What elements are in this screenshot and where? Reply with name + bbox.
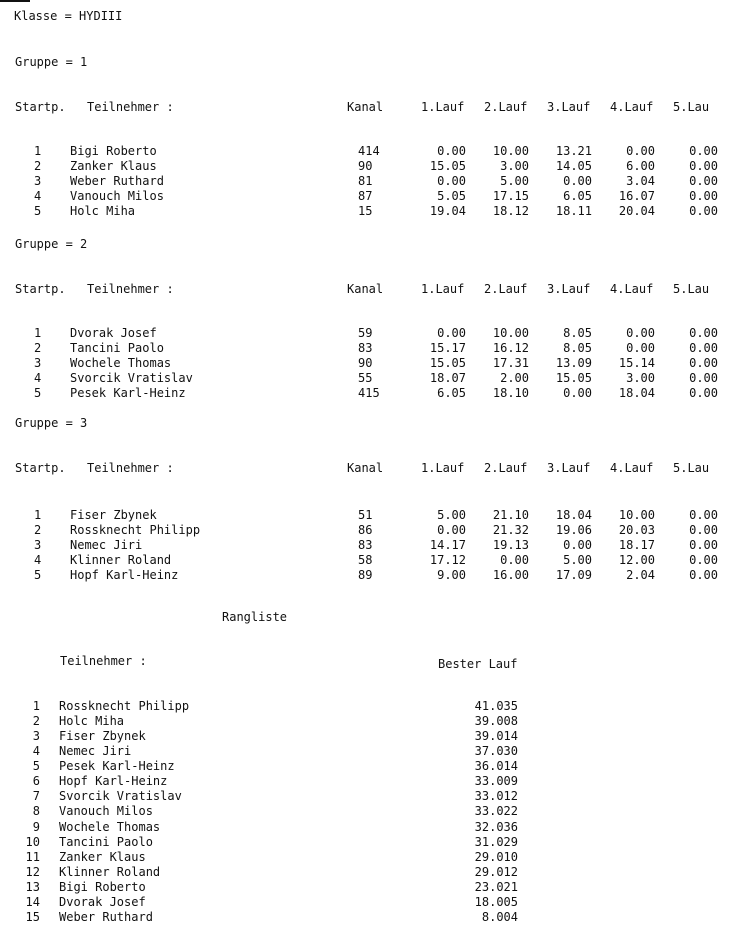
lauf-value-3: 5.00 — [563, 553, 592, 567]
lauf-value-4: 0.00 — [626, 341, 655, 355]
participant-name: Pesek Karl-Heinz — [70, 386, 186, 400]
lauf-value-3: 13.09 — [555, 356, 592, 370]
rank-number: 11 — [25, 849, 40, 864]
lauf-value-5: 0.00 — [689, 371, 718, 385]
lauf-value-2: 10.00 — [492, 144, 529, 158]
kanal-value: 59 — [358, 326, 373, 340]
participant-name: Tancini Paolo — [70, 341, 164, 355]
startposition: 4 — [34, 371, 42, 385]
participant-name: Wochele Thomas — [70, 356, 172, 370]
participant-name: Dvorak Josef — [70, 326, 157, 340]
rank-number: 5 — [32, 759, 40, 774]
startposition: 2 — [34, 159, 42, 173]
startposition: 2 — [34, 341, 42, 355]
lauf-value-5: 0.00 — [689, 189, 718, 203]
rank-number: 9 — [32, 819, 40, 834]
lauf-value-4: 15.14 — [618, 356, 655, 370]
kanal-value: 87 — [358, 189, 373, 203]
kanal-value: 86 — [358, 523, 373, 537]
lauf-value-1: 5.05 — [437, 189, 466, 203]
ranked-participant-name: Tancini Paolo — [59, 834, 153, 849]
ranked-participant-name: Pesek Karl-Heinz — [59, 759, 175, 774]
startposition: 3 — [34, 174, 42, 188]
group-title: Gruppe = 3 — [15, 416, 88, 430]
kanal-value: 83 — [358, 538, 373, 552]
participant-name: Svorcik Vratislav — [70, 371, 193, 385]
startposition: 4 — [34, 553, 42, 567]
lauf-header-4: 4.Lauf — [610, 461, 654, 475]
ranked-participant-name: Rossknecht Philipp — [59, 699, 190, 713]
kanal-value: 89 — [358, 568, 373, 582]
kanal-header: Kanal — [347, 461, 384, 475]
best-lap-value: 41.035 — [474, 699, 518, 713]
lauf-value-5: 0.00 — [689, 538, 718, 552]
lauf-value-2: 21.10 — [492, 508, 529, 522]
best-lap-value: 39.008 — [474, 714, 518, 729]
lauf-value-4: 20.04 — [618, 204, 655, 218]
lauf-value-4: 0.00 — [626, 326, 655, 340]
startposition: 1 — [34, 144, 42, 158]
lauf-value-1: 14.17 — [429, 538, 466, 552]
participant-name: Rossknecht Philipp — [70, 523, 201, 537]
lauf-header-1: 1.Lauf — [421, 461, 465, 475]
participant-name: Bigi Roberto — [70, 144, 157, 158]
lauf-value-1: 5.00 — [437, 508, 466, 522]
ranked-participant-name: Weber Ruthard — [59, 909, 153, 924]
startposition: 5 — [34, 204, 42, 218]
group-title: Gruppe = 2 — [15, 237, 88, 251]
lauf-header-1: 1.Lauf — [421, 282, 465, 296]
lauf-value-1: 9.00 — [437, 568, 466, 582]
lauf-value-2: 18.12 — [492, 204, 529, 218]
ranked-participant-name: Nemec Jiri — [59, 744, 132, 759]
lauf-value-1: 19.04 — [429, 204, 466, 218]
rank-number: 8 — [32, 804, 40, 819]
lauf-value-4: 2.04 — [626, 568, 655, 582]
lauf-value-1: 0.00 — [437, 326, 466, 340]
startposition: 1 — [34, 326, 42, 340]
lauf-value-1: 6.05 — [437, 386, 466, 400]
lauf-value-3: 14.05 — [555, 159, 592, 173]
participant-name: Holc Miha — [70, 204, 136, 218]
kanal-header: Kanal — [347, 100, 384, 114]
startp-header: Startp. — [15, 461, 66, 475]
ranked-participant-name: Zanker Klaus — [59, 849, 146, 864]
lauf-value-1: 15.17 — [429, 341, 466, 355]
rangliste-name-header: Teilnehmer : — [60, 654, 147, 668]
lauf-value-5: 0.00 — [689, 553, 718, 567]
lauf-header-2: 2.Lauf — [484, 461, 528, 475]
best-lap-value: 33.012 — [474, 789, 518, 804]
startposition: 1 — [34, 508, 42, 522]
lauf-value-3: 18.11 — [555, 204, 592, 218]
best-lap-value: 39.014 — [474, 729, 518, 744]
lauf-value-5: 0.00 — [689, 159, 718, 173]
kanal-value: 83 — [358, 341, 373, 355]
ranked-participant-name: Hopf Karl-Heinz — [59, 774, 168, 789]
startposition: 3 — [34, 356, 42, 370]
lauf-value-5: 0.00 — [689, 356, 718, 370]
rank-number: 3 — [32, 729, 40, 744]
rank-number: 1 — [32, 699, 40, 713]
participant-name: Klinner Roland — [70, 553, 172, 567]
lauf-value-5: 0.00 — [689, 386, 718, 400]
rank-number: 7 — [32, 789, 40, 804]
best-lap-value: 31.029 — [474, 834, 518, 849]
lauf-header-2: 2.Lauf — [484, 100, 528, 114]
teilnehmer-header: Teilnehmer : — [87, 100, 174, 114]
best-lap-value: 37.030 — [474, 744, 518, 759]
lauf-header-5: 5.Lau — [673, 100, 710, 114]
lauf-value-2: 18.10 — [492, 386, 529, 400]
participant-name: Nemec Jiri — [70, 538, 143, 552]
best-lap-value: 8.004 — [481, 909, 518, 924]
lauf-value-2: 16.12 — [492, 341, 529, 355]
lauf-value-5: 0.00 — [689, 174, 718, 188]
ranked-participant-name: Wochele Thomas — [59, 819, 161, 834]
participant-name: Weber Ruthard — [70, 174, 164, 188]
lauf-value-3: 19.06 — [555, 523, 592, 537]
lauf-value-2: 2.00 — [500, 371, 529, 385]
lauf-header-3: 3.Lauf — [547, 100, 591, 114]
lauf-value-1: 18.07 — [429, 371, 466, 385]
best-lap-value: 33.022 — [474, 804, 518, 819]
lauf-value-5: 0.00 — [689, 341, 718, 355]
startposition: 5 — [34, 568, 42, 582]
rangliste-title: Rangliste — [222, 610, 288, 624]
best-lap-value: 23.021 — [474, 879, 518, 894]
lauf-value-5: 0.00 — [689, 204, 718, 218]
lauf-value-1: 17.12 — [429, 553, 466, 567]
lauf-value-2: 21.32 — [492, 523, 529, 537]
lauf-value-4: 3.04 — [626, 174, 655, 188]
lauf-header-3: 3.Lauf — [547, 282, 591, 296]
lauf-value-4: 10.00 — [618, 508, 655, 522]
ranked-participant-name: Bigi Roberto — [59, 879, 146, 894]
lauf-value-2: 16.00 — [492, 568, 529, 582]
lauf-value-3: 8.05 — [563, 326, 592, 340]
teilnehmer-header: Teilnehmer : — [87, 461, 174, 475]
rank-number: 12 — [25, 864, 40, 879]
klasse-title: Klasse = HYDIII — [14, 9, 123, 23]
lauf-value-5: 0.00 — [689, 523, 718, 537]
lauf-value-1: 15.05 — [429, 159, 466, 173]
ranked-participant-name: Dvorak Josef — [59, 894, 146, 909]
startp-header: Startp. — [15, 100, 66, 114]
participant-name: Hopf Karl-Heinz — [70, 568, 179, 582]
lauf-value-5: 0.00 — [689, 508, 718, 522]
kanal-value: 414 — [358, 144, 380, 158]
lauf-value-2: 3.00 — [500, 159, 529, 173]
lauf-header-2: 2.Lauf — [484, 282, 528, 296]
lauf-header-5: 5.Lau — [673, 282, 710, 296]
lauf-value-1: 15.05 — [429, 356, 466, 370]
lauf-value-3: 0.00 — [563, 174, 592, 188]
kanal-value: 90 — [358, 159, 373, 173]
startposition: 4 — [34, 189, 42, 203]
lauf-value-2: 10.00 — [492, 326, 529, 340]
best-lap-value: 36.014 — [474, 759, 518, 774]
startposition: 2 — [34, 523, 42, 537]
startp-header: Startp. — [15, 282, 66, 296]
best-lap-value: 29.012 — [474, 864, 518, 879]
lauf-value-3: 15.05 — [555, 371, 592, 385]
lauf-value-1: 0.00 — [437, 144, 466, 158]
lauf-value-3: 8.05 — [563, 341, 592, 355]
lauf-value-4: 0.00 — [626, 144, 655, 158]
ranked-participant-name: Holc Miha — [59, 714, 125, 729]
kanal-value: 51 — [358, 508, 373, 522]
lauf-value-4: 18.04 — [618, 386, 655, 400]
lauf-value-3: 18.04 — [555, 508, 592, 522]
lauf-value-4: 3.00 — [626, 371, 655, 385]
lauf-value-4: 18.17 — [618, 538, 655, 552]
rank-number: 2 — [32, 714, 40, 729]
rank-number: 15 — [25, 909, 40, 924]
lauf-value-5: 0.00 — [689, 326, 718, 340]
rangliste-best-header: Bester Lauf — [438, 657, 518, 671]
lauf-header-1: 1.Lauf — [421, 100, 465, 114]
ranked-participant-name: Fiser Zbynek — [59, 729, 146, 744]
lauf-value-3: 0.00 — [563, 538, 592, 552]
rank-number: 4 — [32, 744, 40, 759]
group-title: Gruppe = 1 — [15, 55, 88, 69]
lauf-value-1: 0.00 — [437, 174, 466, 188]
lauf-value-2: 19.13 — [492, 538, 529, 552]
lauf-value-2: 17.15 — [492, 189, 529, 203]
startposition: 5 — [34, 386, 42, 400]
rank-number: 10 — [25, 834, 40, 849]
lauf-header-4: 4.Lauf — [610, 282, 654, 296]
lauf-value-4: 12.00 — [618, 553, 655, 567]
kanal-header: Kanal — [347, 282, 384, 296]
lauf-value-2: 17.31 — [492, 356, 529, 370]
lauf-value-4: 20.03 — [618, 523, 655, 537]
best-lap-value: 33.009 — [474, 774, 518, 789]
ranked-participant-name: Vanouch Milos — [59, 804, 153, 819]
kanal-value: 81 — [358, 174, 373, 188]
startposition: 3 — [34, 538, 42, 552]
kanal-value: 90 — [358, 356, 373, 370]
kanal-value: 15 — [358, 204, 373, 218]
lauf-value-2: 0.00 — [500, 553, 529, 567]
teilnehmer-header: Teilnehmer : — [87, 282, 174, 296]
best-lap-value: 32.036 — [474, 819, 518, 834]
participant-name: Vanouch Milos — [70, 189, 164, 203]
rank-number: 13 — [25, 879, 40, 894]
lauf-value-4: 16.07 — [618, 189, 655, 203]
kanal-value: 55 — [358, 371, 373, 385]
lauf-value-4: 6.00 — [626, 159, 655, 173]
lauf-header-5: 5.Lau — [673, 461, 710, 475]
lauf-header-3: 3.Lauf — [547, 461, 591, 475]
lauf-value-3: 17.09 — [555, 568, 592, 582]
best-lap-value: 18.005 — [474, 894, 518, 909]
kanal-value: 415 — [358, 386, 380, 400]
kanal-value: 58 — [358, 553, 373, 567]
lauf-header-4: 4.Lauf — [610, 100, 654, 114]
lauf-value-5: 0.00 — [689, 144, 718, 158]
lauf-value-3: 13.21 — [555, 144, 592, 158]
participant-name: Fiser Zbynek — [70, 508, 157, 522]
rank-number: 14 — [25, 894, 40, 909]
best-lap-value: 29.010 — [474, 849, 518, 864]
participant-name: Zanker Klaus — [70, 159, 157, 173]
ranked-participant-name: Svorcik Vratislav — [59, 789, 182, 804]
lauf-value-3: 0.00 — [563, 386, 592, 400]
rank-number: 6 — [32, 774, 40, 789]
ranked-participant-name: Klinner Roland — [59, 864, 161, 879]
scan-edge-mark — [0, 0, 30, 2]
lauf-value-1: 0.00 — [437, 523, 466, 537]
lauf-value-2: 5.00 — [500, 174, 529, 188]
lauf-value-5: 0.00 — [689, 568, 718, 582]
lauf-value-3: 6.05 — [563, 189, 592, 203]
